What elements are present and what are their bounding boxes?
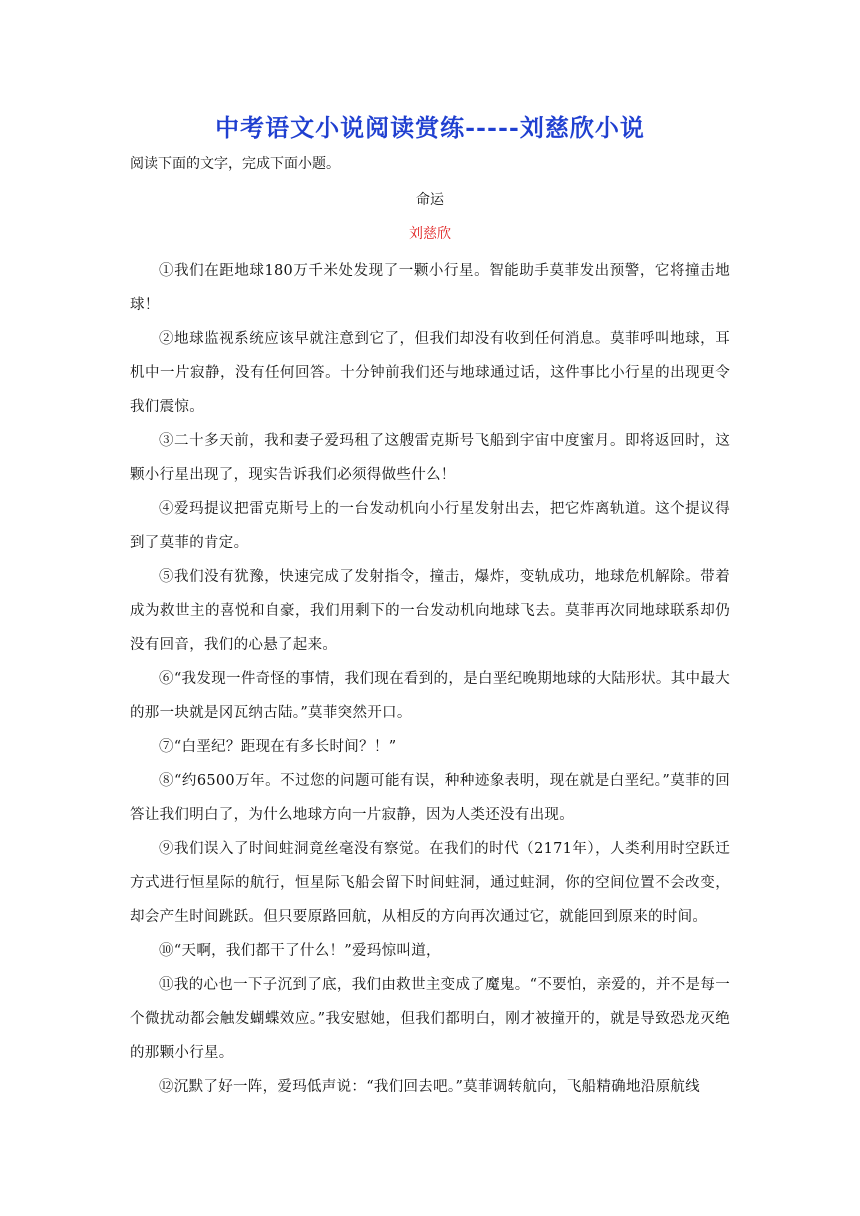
paragraph-7: ⑦“白垩纪？距现在有多长时间？！” — [159, 739, 397, 755]
paragraph-4: ④爱玛提议把雷克斯号上的一台发动机向小行星发射出去，把它炸离轨道。这个提议得到了莫菲的肯定。 — [130, 501, 730, 551]
paragraph-8: ⑧“约6500万年。不过您的问题可能有误，种种迹象表明，现在就是白垩纪。”莫菲的回答让我们明白了，为什么地球方向一片寂静，因为人类还没有出现。 — [130, 773, 730, 823]
paragraph-6: ⑥“我发现一件奇怪的事情，我们现在看到的，是白垩纪晚期地球的大陆形状。其中最大的那一块就是冈瓦纳古陆。”莫菲突然开口。 — [130, 671, 730, 721]
paragraph-2: ②地球监视系统应该早就注意到它了，但我们却没有收到任何消息。莫菲呼叫地球，耳机中一片寂静，没有任何回答。十分钟前我们还与地球通过话，这件事比小行星的出现更令我们震惊。 — [130, 331, 730, 415]
story-title: 命运 — [416, 192, 444, 208]
document-title: 中考语文小说阅读赏练-----刘慈欣小说 — [215, 113, 645, 142]
paragraph-3: ③二十多天前，我和妻子爱玛租了这艘雷克斯号飞船到宇宙中度蜜月。即将返回时，这颗小行星出现了，现实告诉我们必须得做些什么！ — [130, 433, 730, 483]
paragraph-12: ⑫沉默了好一阵，爱玛低声说：“我们回去吧。”莫菲调转航向，飞船精确地沿原航线 — [159, 1079, 700, 1095]
paragraph-10: ⑩“天啊，我们都干了什么！”爱玛惊叫道， — [159, 943, 441, 959]
paragraph-11: ⑪我的心也一下子沉到了底，我们由救世主变成了魔鬼。“不要怕，亲爱的，并不是每一个微扰动都会触发蝴蝶效应。”我安慰她，但我们都明白，刚才被撞开的，就是导致恐龙灭绝的那颗小行星。 — [130, 977, 730, 1061]
paragraph-5: ⑤我们没有犹豫，快速完成了发射指令，撞击，爆炸，变轨成功，地球危机解除。带着成为救世主的喜悦和自豪，我们用剩下的一台发动机向地球飞去。莫菲再次同地球联系却仍没有回音，我们的心悬了起来。 — [130, 569, 730, 653]
paragraph-1: ①我们在距地球180万千米处发现了一颗小行星。智能助手莫菲发出预警，它将撞击地球！ — [130, 263, 730, 313]
reading-instruction: 阅读下面的文字，完成下面小题。 — [130, 156, 340, 172]
story-author: 刘慈欣 — [409, 226, 451, 242]
story-body — [130, 254, 730, 1104]
paragraph-9: ⑨我们误入了时间蛀洞竟丝毫没有察觉。在我们的时代（2171年），人类利用时空跃迁方式进行恒星际的航行，恒星际飞船会留下时间蛀洞，通过蛀洞，你的空间位置不会改变，却会产生时间跳跃。但只要原路回航，从相反的方向再次通过它，就能回到原来的时间。 — [130, 841, 730, 925]
document-page — [130, 108, 730, 1104]
